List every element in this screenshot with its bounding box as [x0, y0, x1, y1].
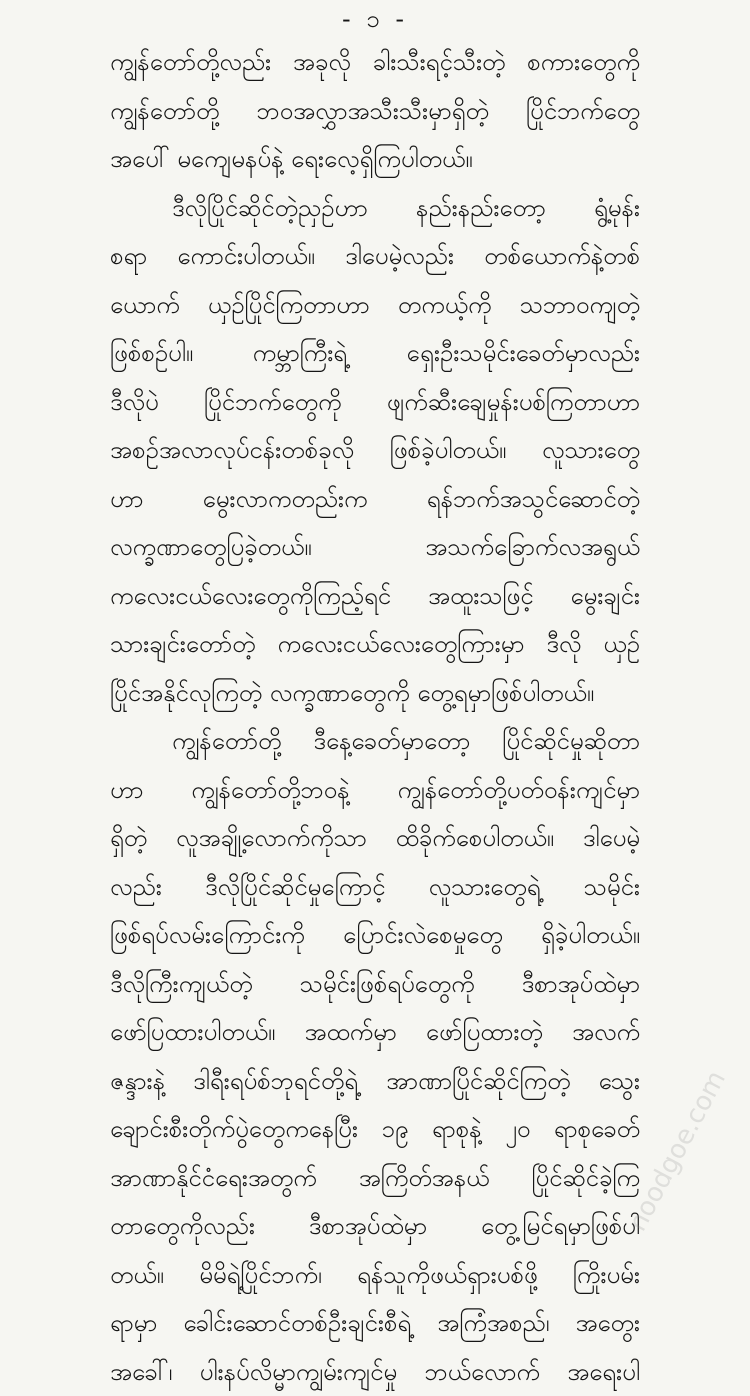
body-text [110, 38, 640, 1396]
text-line: ဒီလိုပြိုင်ဆိုင်တဲ့ညှဉ်ဟာ နည်းနည်းတော့ ရွံ့မုန်း [110, 184, 640, 233]
page-number: - ၁ - [0, 6, 750, 32]
text-line: ကျွန်တော်တို့ ဒီနေ့ခေတ်မှာတော့ ပြိုင်ဆိုင်မှုဆိုတာ [110, 717, 640, 766]
text-line: ယောက် ယှဉ်ပြိုင်ကြတာဟာ တကယ့်ကို သဘာဝကျတဲ့ [110, 281, 640, 330]
text-line: စရာ ကောင်းပါတယ်။ ဒါပေမဲ့လည်း တစ်ယောက်နဲ့တစ် [110, 232, 640, 281]
text-line: ဖော်ပြထားပါတယ်။ အထက်မှာ ဖော်ပြထားတဲ့ အလက် [110, 1008, 640, 1057]
text-line: ကျွန်တော်တို့ ဘဝအလွှာအသီးသီးမှာရှိတဲ့ ပြိုင်ဘက်တွေ [110, 87, 640, 136]
text-line: လည်း ဒီလိုပြိုင်ဆိုင်မှုကြောင့် လူသားတွေရဲ့ သမိုင်း [110, 863, 640, 912]
text-line: အာဏာနိုင်ငံရေးအတွက် အကြိတ်အနယ် ပြိုင်ဆိုင်ခဲ့ကြ [110, 1154, 640, 1203]
text-line: ဖြစ်စဉ်ပါ။ ကမ္ဘာကြီးရဲ့ ရှေးဦးသမိုင်းခေတ်မှာလည်း [110, 329, 640, 378]
text-line: ပြိုင်အနိုင်လုကြတဲ့ လက္ခဏာတွေကို တွေ့ရမှာဖြစ်ပါတယ်။ [110, 669, 640, 718]
text-line: ဒီလိုပဲ ပြိုင်ဘက်တွေကို ဖျက်ဆီးချေမှုန်းပစ်ကြတာဟာ [110, 378, 640, 427]
text-line: ဟာ မွေးလာကတည်းက ရန်ဘက်အသွင်ဆောင်တဲ့ [110, 475, 640, 524]
watermark: noodgoe.com [622, 1066, 732, 1236]
text-line: ချောင်းစီးတိုက်ပွဲတွေကနေပြီး ၁၉ ရာစုနဲ့ ၂၀ ရာစုခေတ် [110, 1105, 640, 1154]
text-line: ဇန္ဒားနဲ့ ဒါရီးရပ်စ်ဘုရင်တို့ရဲ့ အာဏာပြိုင်ဆိုင်ကြတဲ့ သွေး [110, 1057, 640, 1106]
text-line: လက္ခဏာတွေပြခဲ့တယ်။ အသက်ခြောက်လအရွယ် [110, 523, 640, 572]
text-line: ကလေးငယ်လေးတွေကိုကြည့်ရင် အထူးသဖြင့် မွေးချင်း [110, 572, 640, 621]
text-line: ဖြစ်ရပ်လမ်းကြောင်းကို ပြောင်းလဲစေမှုတွေ ရှိခဲ့ပါတယ်။ [110, 911, 640, 960]
text-line: ဟာ ကျွန်တော်တို့ဘဝနဲ့ ကျွန်တော်တို့ပတ်ဝန်းကျင်မှာ [110, 766, 640, 815]
text-line: ဒီလိုကြီးကျယ်တဲ့ သမိုင်းဖြစ်ရပ်တွေကို ဒီစာအုပ်ထဲမှာ [110, 960, 640, 1009]
text-line: အပေါ် မကျေမနပ်နဲ့ ရေးလေ့ရှိကြပါတယ်။ [110, 135, 640, 184]
text-line: အစဉ်အလာလုပ်ငန်းတစ်ခုလို ဖြစ်ခဲ့ပါတယ်။ လူသားတွေ [110, 426, 640, 475]
text-line: ရာမှာ ခေါင်းဆောင်တစ်ဦးချင်းစီရဲ့ အကြံအစည်၊ အတွေး [110, 1299, 640, 1348]
text-line: အခေါ်၊ ပါးနပ်လိမ္မာကျွမ်းကျင်မှု ဘယ်လောက် အရေးပါ [110, 1348, 640, 1396]
text-line: ရှိတဲ့ လူအချို့လောက်ကိုသာ ထိခိုက်စေပါတယ်။ ဒါပေမဲ့ [110, 814, 640, 863]
text-line: ကျွန်တော်တို့လည်း အခုလို ခါးသီးရင့်သီးတဲ့ စကားတွေကို [110, 38, 640, 87]
text-line: တယ်။ မိမိရဲ့ပြိုင်ဘက်၊ ရန်သူကိုဖယ်ရှားပစ်ဖို့ ကြိုးပမ်း [110, 1251, 640, 1300]
text-line: တာတွေကိုလည်း ဒီစာအုပ်ထဲမှာ တွေ့မြင်ရမှာဖြစ်ပါ [110, 1202, 640, 1251]
text-line: သားချင်းတော်တဲ့ ကလေးငယ်လေးတွေကြားမှာ ဒီလို ယှဉ် [110, 620, 640, 669]
